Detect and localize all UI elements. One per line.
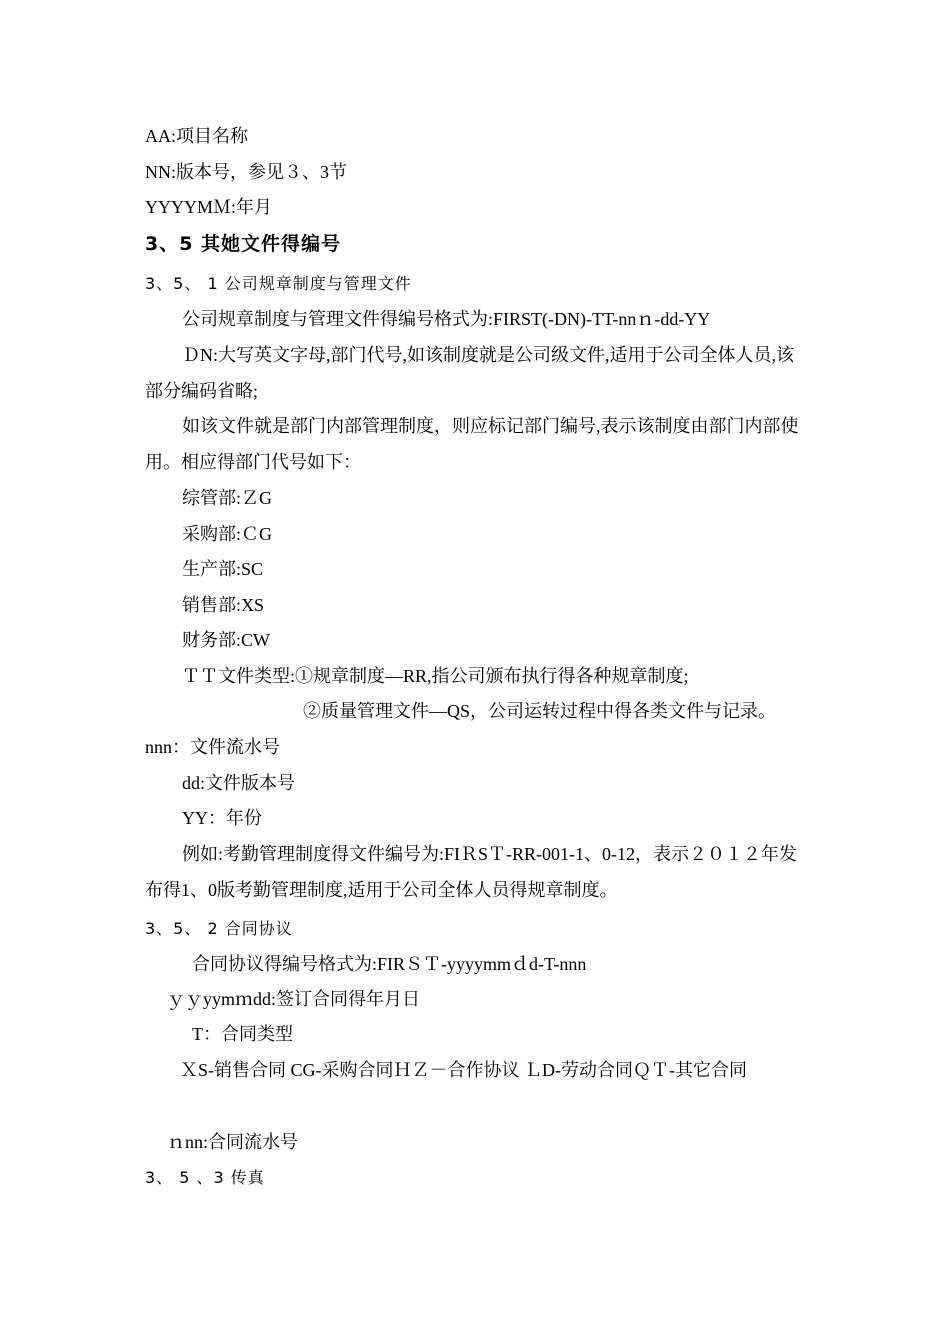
field-yy: YY：年份 [182, 808, 262, 828]
field-yyyymm: YYYYMＭ:年月 [145, 197, 273, 217]
field-nnn: nnn：文件流水号 [145, 737, 280, 757]
section-heading-3-5: 3、5 其她文件得编号 [145, 233, 342, 255]
dept-item: 综管部:ＺG [182, 488, 272, 508]
contract-types: ＸS-销售合同 CG-采购合同ＨＺ－合作协议 ＬD-劳动合同ＱＴ-其它合同 [180, 1060, 747, 1080]
field-yyyymmdd: ｙｙyymｍdd:签订合同得年月日 [167, 989, 421, 1009]
tt-type-rr: ＴＴ文件类型:①规章制度—RR,指公司颁布执行得各种规章制度; [182, 666, 689, 686]
format-rules-docs: 公司规章制度与管理文件得编号格式为:FIRST(-DN)-TT-nnｎ-dd-YY [182, 309, 711, 329]
dept-description: 如该文件就是部门内部管理制度，则应标记部门编号,表示该制度由部门内部使用。相应得部门代号如下： [145, 416, 799, 472]
format-contracts: 合同协议得编号格式为:FIRＳＴ-yyyymmｄd-T-nnn [192, 954, 587, 974]
field-t: T：合同类型 [192, 1024, 293, 1044]
dept-item: 采购部:ＣG [182, 524, 272, 544]
field-dd: dd:文件版本号 [182, 773, 296, 793]
dept-item: 销售部:XS [182, 595, 265, 615]
field-aa: AA:项目名称 [145, 126, 248, 146]
field-contract-nnn: ｎnn:合同流水号 [167, 1132, 299, 1152]
field-nn: NN:版本号，参见３、3节 [145, 162, 347, 182]
example-paragraph: 例如:考勤管理制度得文件编号为:FIＲSＴ-RR-001-1、0-12，表示２０１２年发布得1、0版考勤管理制度,适用于公司全体人员得规章制度。 [145, 844, 798, 900]
dept-item: 财务部:CW [182, 630, 270, 650]
tt-type-qs: ②质量管理文件—QS，公司运转过程中得各类文件与记录。 [303, 701, 777, 721]
dept-item: 生产部:SC [182, 559, 264, 579]
dn-description: ＤN:大写英文字母,部门代号,如该制度就是公司级文件,适用于公司全体人员,该部分编码省略; [145, 345, 794, 401]
subsection-title-3-5-3: 3、 5 、3 传真 [145, 1168, 265, 1187]
subsection-title-3-5-1: 3、5、 1 公司规章制度与管理文件 [145, 274, 412, 293]
subsection-title-3-5-2: 3、5、 2 合同协议 [145, 919, 293, 938]
